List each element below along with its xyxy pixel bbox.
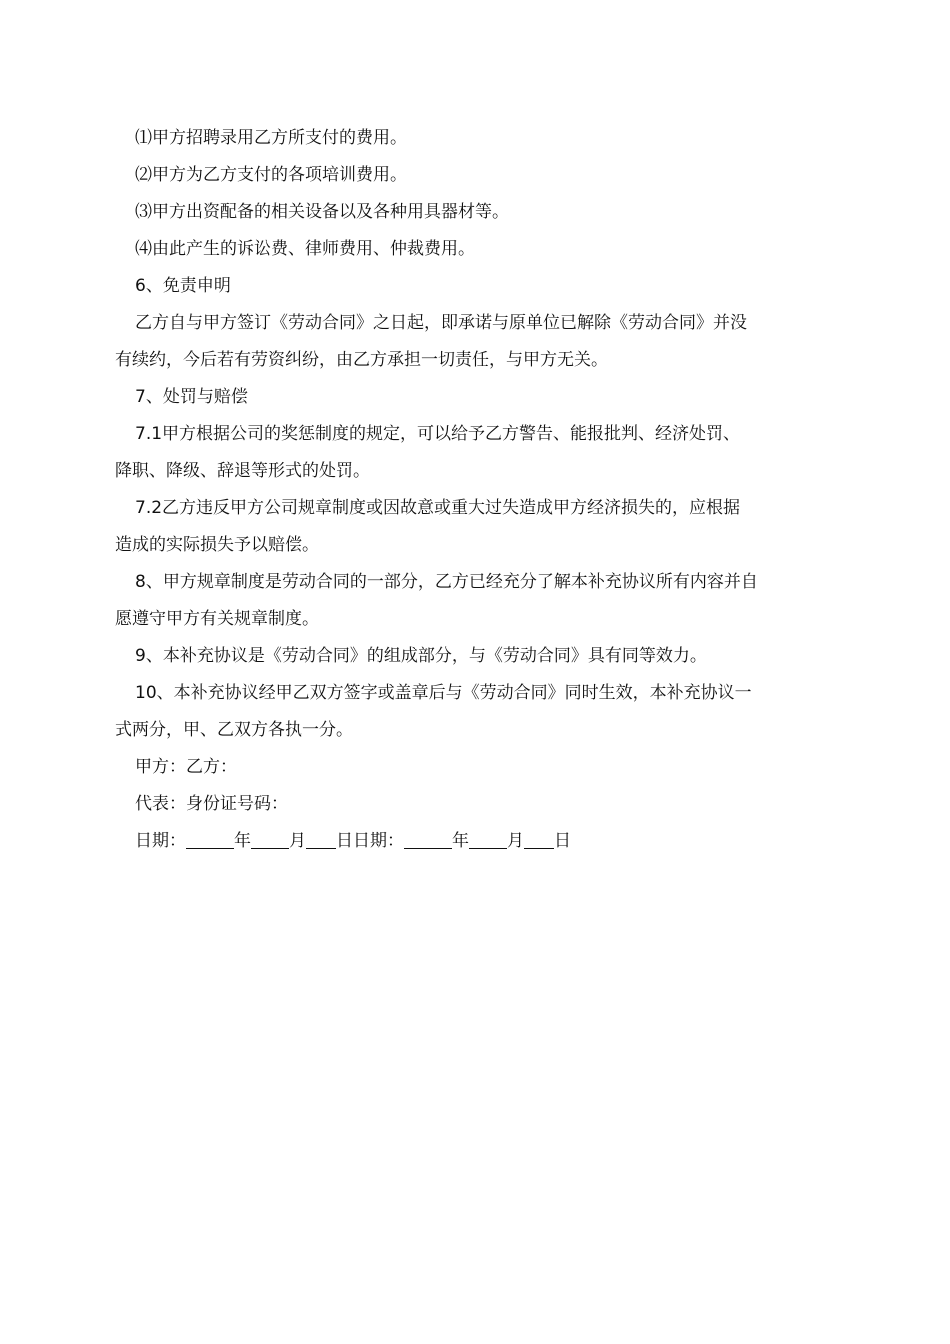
day-blank-b: [524, 830, 554, 849]
representative-line: 代表：身份证号码：: [135, 794, 288, 814]
clause-line: ⑶甲方出资配备的相关设备以及各种用具器材等。: [135, 202, 509, 222]
day-label-b: 日: [554, 831, 571, 851]
paragraph-line: 乙方自与甲方签订《劳动合同》之日起，即承诺与原单位已解除《劳动合同》并没: [135, 313, 747, 333]
month-label-b: 月: [507, 831, 524, 851]
paragraph-line: 式两分，甲、乙双方各执一分。: [115, 720, 353, 740]
year-blank-b: [404, 830, 452, 849]
clause-line: ⑴甲方招聘录用乙方所支付的费用。: [135, 128, 407, 148]
paragraph-line: 10、本补充协议经甲乙双方签字或盖章后与《劳动合同》同时生效，本补充协议一: [135, 683, 752, 703]
clause-line: ⑵甲方为乙方支付的各项培训费用。: [135, 165, 407, 185]
document-body: [115, 120, 835, 860]
paragraph-line: 7.2乙方违反甲方公司规章制度或因故意或重大过失造成甲方经济损失的，应根据: [135, 498, 741, 518]
paragraph-line: 8、甲方规章制度是劳动合同的一部分，乙方已经充分了解本补充协议所有内容并自: [135, 572, 758, 592]
date-line: [115, 823, 835, 860]
section-heading: 6、免责申明: [135, 276, 231, 296]
paragraph-line: 7.1甲方根据公司的奖惩制度的规定，可以给予乙方警告、能报批判、经济处罚、: [135, 424, 741, 444]
month-blank-b: [469, 830, 507, 849]
year-label-a: 年: [234, 831, 251, 851]
year-label-b: 年: [452, 831, 469, 851]
party-signature-line: 甲方：乙方：: [135, 757, 237, 777]
section-heading: 7、处罚与赔偿: [135, 387, 248, 407]
paragraph-line: 有续约，今后若有劳资纠纷，由乙方承担一切责任，与甲方无关。: [115, 350, 608, 370]
date-label-party-b: 日期：: [353, 831, 404, 851]
clause-line: ⑷由此产生的诉讼费、律师费用、仲裁费用。: [135, 239, 475, 259]
paragraph-line: 造成的实际损失予以赔偿。: [115, 535, 319, 555]
month-label-a: 月: [289, 831, 306, 851]
year-blank-a: [186, 830, 234, 849]
paragraph-line: 9、本补充协议是《劳动合同》的组成部分，与《劳动合同》具有同等效力。: [135, 646, 707, 666]
paragraph-line: 降职、降级、辞退等形式的处罚。: [115, 461, 370, 481]
day-label-a: 日: [336, 831, 353, 851]
day-blank-a: [306, 830, 336, 849]
paragraph-line: 愿遵守甲方有关规章制度。: [115, 609, 319, 629]
date-label-party-a: 日期：: [135, 831, 186, 851]
month-blank-a: [251, 830, 289, 849]
